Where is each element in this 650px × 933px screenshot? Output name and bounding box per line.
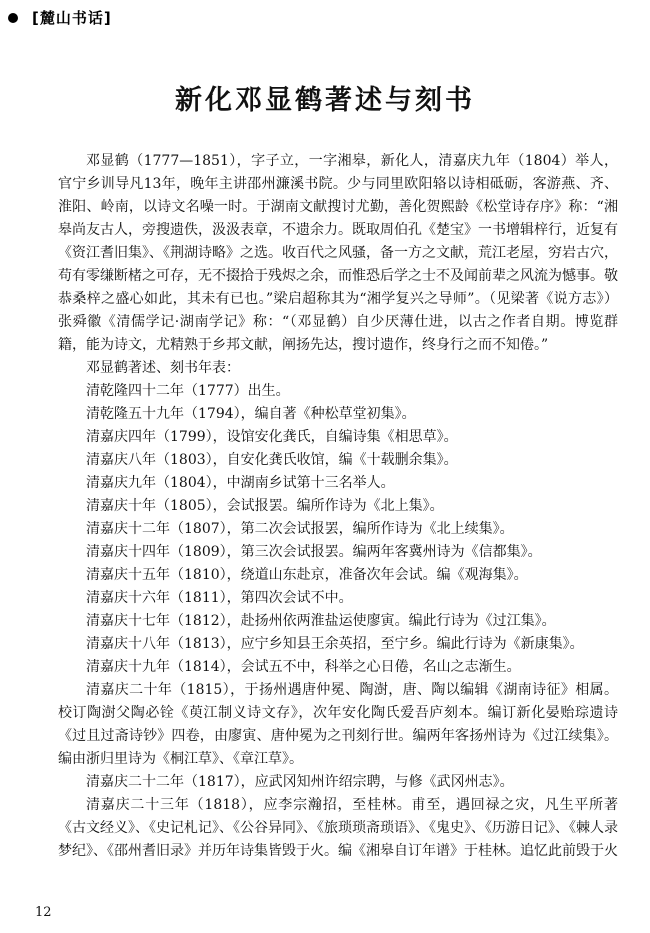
article-title: 新化邓显鹤著述与刻书 bbox=[175, 85, 475, 116]
intro-paragraph: 邓显鹤（1777—1851），字子立，一字湘皋，新化人，清嘉庆九年（1804）举人，官宁乡训导凡13年，晚年主讲邵州濂溪书院。少与同里欧阳辂以诗相砥砺，客游燕、齐、淮阳、岭南，以诗文名噪一时。于湖南文献搜讨尤勤，善化贺熙龄《松堂诗存序》称：“湘皋尚友古人，旁搜遗佚，汲汲表章，不遗余力。既取周伯孔《楚宝》一书增辑梓行，近复有《资江耆旧集》、《荆湖诗略》之选。收百代之风骚，备一方之文献，荒江老屋，穷岩古穴，苟有零缣断楮之可存，无不掇拾于残烬之余，而惟恐后学之士不及闻前辈之风流为憾事。敬恭桑梓之盛心如此，其未有已也。”梁启超称其为“湘学复兴之导师”。（见梁著《说方志》）张舜徽《清儒学记·湖南学记》称：“（邓显鹤）自少厌薄仕进，以古之作者自期。博览群籍，能为诗文，尤精熟于乡邦文献，阐扬先达，搜讨遗作，终身行之而不知倦。” bbox=[58, 153, 618, 353]
chronology-item: 清嘉庆十五年（1810），绕道山东赴京，准备次年会试。编《观海集》。 bbox=[86, 567, 528, 583]
article-body bbox=[58, 150, 618, 863]
chronology-list bbox=[58, 380, 618, 863]
chronology-item: 清嘉庆八年（1803），自安化龚氏收馆，编《十载删余集》。 bbox=[86, 452, 458, 468]
chronology-item: 清嘉庆四年（1799），设馆安化龚氏，自编诗集《相思草》。 bbox=[86, 429, 458, 445]
chronology-item: 清乾隆四十二年（1777）出生。 bbox=[86, 383, 290, 399]
chronology-item: 清嘉庆十二年（1807），第二次会试报罢，编所作诗为《北上续集》。 bbox=[86, 521, 514, 537]
chronology-item: 清嘉庆十七年（1812），赴扬州依两淮盐运使廖寅。编此行诗为《过江集》。 bbox=[86, 613, 556, 629]
section-tag: [麓山书话] bbox=[32, 9, 112, 27]
page-number: 12 bbox=[35, 905, 52, 920]
chronology-item: 清嘉庆九年（1804），中湖南乡试第十三名举人。 bbox=[86, 475, 395, 491]
chronology-item: 清嘉庆十四年（1809），第三次会试报罢。编两年客冀州诗为《信都集》。 bbox=[86, 544, 542, 560]
chronology-item: 清嘉庆十九年（1814），会试五不中，科举之心日倦，名山之志渐生。 bbox=[86, 659, 521, 675]
section-header bbox=[8, 8, 112, 28]
chronology-item: 清嘉庆二十三年（1818），应李宗瀚招，至桂林。甫至，遇回禄之灾，凡生平所著《古文经义》、《史记札记》、《公谷异同》、《旅琐琐斋琐语》、《鬼史》、《历游日记》、《棘人录梦纪》、《邵州耆旧录》并历年诗集皆毁于火。编《湘皋自订年谱》于桂林。追忆此前毁于火 bbox=[58, 797, 618, 859]
chronology-item: 清嘉庆十八年（1813），应宁乡知县王余英招，至宁乡。编此行诗为《新康集》。 bbox=[86, 636, 584, 652]
bullet-icon bbox=[8, 13, 18, 23]
chronology-heading: 邓显鹤著述、刻书年表： bbox=[86, 360, 240, 376]
chronology-item: 清嘉庆十年（1805），会试报罢。编所作诗为《北上集》。 bbox=[86, 498, 444, 514]
chronology-item: 清嘉庆十六年（1811），第四次会试不中。 bbox=[86, 590, 353, 606]
chronology-item: 清嘉庆二十年（1815），于扬州遇唐仲冕、陶澍，唐、陶以编辑《湖南诗征》相属。校订陶澍父陶必铨《萸江制义诗文存》，次年安化陶氏爱吾庐刻本。编订新化晏贻琮遗诗《过且过斋诗钞》四卷，由廖寅、唐仲冕为之刊刻行世。编两年客扬州诗为《过江续集》。编由浙归里诗为《桐江草》、《章江草》。 bbox=[58, 682, 618, 767]
chronology-item: 清乾隆五十九年（1794），编自著《种松草堂初集》。 bbox=[86, 406, 416, 422]
chronology-item: 清嘉庆二十二年（1817），应武冈知州许绍宗聘，与修《武冈州志》。 bbox=[86, 774, 514, 790]
